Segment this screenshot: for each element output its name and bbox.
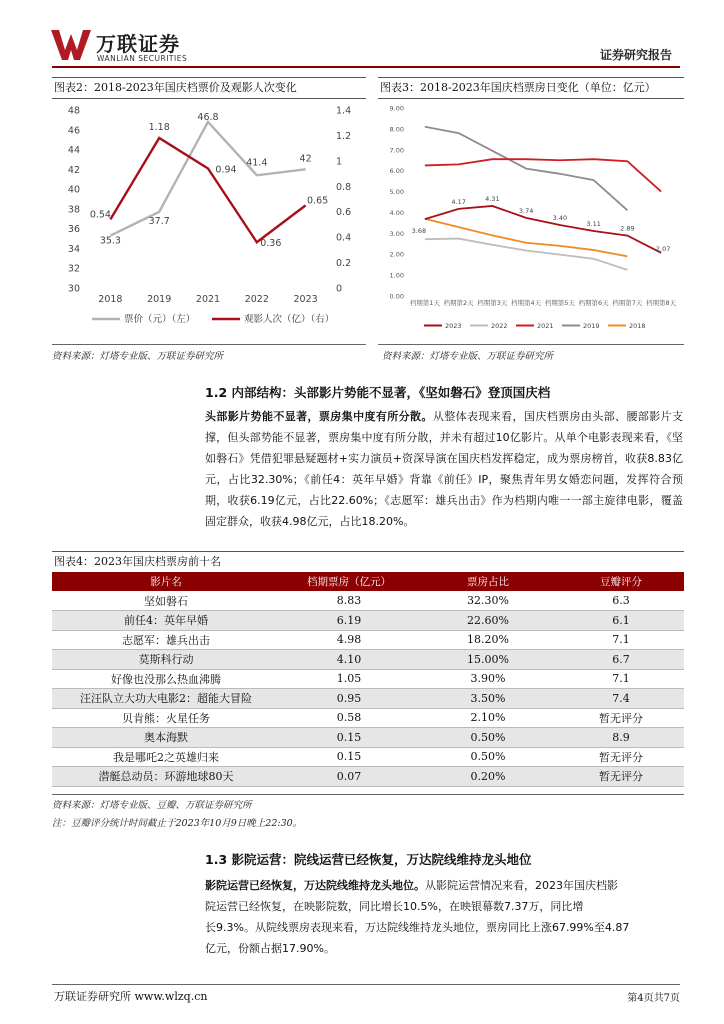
film-name-cell: 我是哪吒2之英雄归来 (52, 747, 280, 767)
x-tick-label: 档期第8天 (646, 299, 677, 307)
legend-label-2019: 2019 (583, 322, 600, 330)
y-left-tick-label: 30 (67, 283, 80, 295)
share-cell: 2.10% (418, 708, 558, 728)
y-tick-label: 5.00 (389, 188, 404, 197)
douban-score-cell: 8.9 (558, 728, 684, 748)
series-line-attendance (110, 138, 305, 242)
series-line-ticket-price (110, 122, 305, 236)
table-row (52, 591, 684, 611)
y-tick-label: 3.00 (389, 229, 404, 238)
film-name-cell: 贝肯熊：火星任务 (52, 708, 280, 728)
data-label: 0.54 (89, 209, 111, 221)
table-row (52, 650, 684, 670)
x-tick-label: 2021 (195, 294, 221, 305)
douban-score-cell: 7.1 (558, 669, 684, 689)
x-tick-label: 档期第5天 (544, 299, 575, 307)
y-right-tick-label: 0.4 (336, 232, 352, 244)
box-office-cell: 8.83 (280, 591, 418, 611)
footer-website: 万联证券研究所 www.wlzq.cn (54, 990, 208, 1003)
y-tick-label: 9.00 (389, 104, 404, 113)
film-name-cell: 奥本海默 (52, 728, 280, 748)
legend-label-attendance: 观影人次（亿）（右） (244, 314, 335, 325)
film-name-cell: 坚如磐石 (52, 591, 280, 611)
y-right-tick-label: 0 (336, 283, 343, 295)
header-divider (52, 66, 680, 68)
col-header-box-office: 档期票房（亿元） (280, 572, 418, 591)
x-tick-label: 档期第3天 (477, 299, 508, 307)
data-label: 35.3 (99, 235, 121, 247)
y-right-tick-label: 0.8 (336, 181, 352, 193)
col-header-share: 票房占比 (418, 572, 558, 591)
share-cell: 3.50% (418, 689, 558, 709)
x-tick-label: 2022 (244, 294, 269, 305)
y-left-tick-label: 48 (67, 105, 80, 117)
legend-label-2021: 2021 (537, 322, 554, 330)
x-tick-label: 档期第4天 (511, 299, 542, 307)
share-cell: 3.90% (418, 669, 558, 689)
box-office-table (52, 572, 684, 787)
brand-name-cn: 万联证券 (96, 32, 180, 56)
box-office-cell: 6.19 (280, 611, 418, 631)
y-tick-label: 4.00 (389, 208, 404, 217)
legend-label-2023: 2023 (445, 322, 462, 330)
data-label: 1.18 (148, 121, 170, 133)
data-label: 2.07 (655, 244, 671, 253)
section-1-3-lead: 影院运营已经恢复，万达院线维持龙头地位。 (205, 879, 425, 892)
wanlian-logo-icon (50, 26, 92, 62)
figure3-source-divider (378, 344, 684, 345)
y-right-tick-label: 1.4 (336, 105, 352, 117)
film-name-cell: 前任4：英年早婚 (52, 611, 280, 631)
page-number: 第4页共7页 (627, 993, 680, 1004)
douban-score-cell: 7.4 (558, 689, 684, 709)
data-label: 3.11 (586, 220, 601, 229)
table-row (52, 689, 684, 709)
film-name-cell: 志愿军：雄兵出击 (52, 630, 280, 650)
footer-divider (52, 984, 680, 985)
y-left-tick-label: 40 (67, 184, 80, 196)
section-1-3-title: 1.3 影院运营：院线运营已经恢复，万达院线维持龙头地位 (205, 852, 532, 867)
box-office-cell: 4.10 (280, 650, 418, 670)
data-label: 4.17 (451, 197, 466, 206)
data-label: 0.65 (307, 195, 329, 207)
x-tick-label: 2018 (98, 294, 123, 305)
y-right-tick-label: 1.2 (336, 130, 352, 142)
series-line-2021 (425, 159, 661, 191)
legend-label-2018: 2018 (629, 322, 646, 330)
share-cell: 18.20% (418, 630, 558, 650)
film-name-cell: 潜艇总动员：环游地球80天 (52, 767, 280, 787)
figure2-title: 图表2：2018-2023年国庆档票价及观影人次变化 (52, 77, 366, 99)
table-row (52, 611, 684, 631)
section-1-2-body: 从整体表现来看，国庆档票房由头部、腰部影片支撑，但头部势能不显著，票房集中度有所分散，并未有超过10亿影片。从单个电影表现来看，《坚如磐石》凭借犯罪悬疑题材+实力演员+资深导演在国庆档发挥稳定，成为票房榜首，收获8.83亿元，占比32.30%；《前任4：英年早婚》背靠《前任》IP，聚焦青年男女婚恋问题，发挥符合预期，收获6.19亿元，占比22.60%；《志愿军：雄兵出击》作为档期内唯一一部主旋律电影，覆盖固定群众，收获4.98亿元，占比18.20%。 (205, 410, 684, 528)
data-label: 4.31 (485, 194, 500, 203)
y-right-tick-label: 1 (336, 156, 343, 168)
x-tick-label: 2023 (293, 294, 318, 305)
section-1-3-line1 (205, 875, 683, 896)
section-1-2-lead: 头部影片势能不显著，票房集中度有所分散。 (205, 410, 433, 423)
section-1-2-paragraph (205, 406, 683, 532)
table-row (52, 767, 684, 787)
douban-score-cell: 暂无评分 (558, 767, 684, 787)
legend-label-2022: 2022 (491, 322, 508, 330)
table-source-divider (52, 794, 684, 795)
y-tick-label: 6.00 (389, 167, 404, 176)
box-office-cell: 0.58 (280, 708, 418, 728)
data-label: 2.89 (620, 224, 635, 233)
y-tick-label: 2.00 (389, 250, 404, 259)
y-left-tick-label: 38 (67, 204, 80, 216)
y-right-tick-label: 0.6 (336, 207, 352, 219)
table-row (52, 630, 684, 650)
section-1-3-line2: 院运营已经恢复，在映影院数，同比增长10.5%，在映银幕数7.37万，同比增 (205, 900, 584, 913)
table-row (52, 728, 684, 748)
douban-score-cell: 暂无评分 (558, 708, 684, 728)
y-tick-label: 1.00 (389, 271, 404, 280)
douban-score-cell: 6.1 (558, 611, 684, 631)
share-cell: 15.00% (418, 650, 558, 670)
share-cell: 0.50% (418, 747, 558, 767)
x-tick-label: 2019 (147, 294, 172, 305)
x-tick-label: 档期第2天 (443, 299, 474, 307)
film-name-cell: 莫斯科行动 (52, 650, 280, 670)
data-label: 37.7 (148, 215, 170, 227)
share-cell: 0.20% (418, 767, 558, 787)
data-label: 46.8 (197, 111, 219, 123)
data-label: 0.36 (260, 238, 282, 250)
section-1-3-paragraph (205, 875, 683, 959)
box-office-cell: 0.15 (280, 747, 418, 767)
data-label: 41.4 (246, 157, 268, 169)
y-right-tick-label: 0.2 (336, 258, 352, 270)
section-1-3-line4: 亿元，份额占据17.90%。 (205, 942, 335, 955)
page-header (0, 0, 724, 72)
figure2-chart (52, 100, 366, 336)
data-label: 3.74 (518, 206, 534, 215)
share-cell: 32.30% (418, 591, 558, 611)
film-name-cell: 汪汪队立大功大电影2：超能大冒险 (52, 689, 280, 709)
data-label: 3.40 (552, 213, 568, 222)
section-1-3-line1-rest: 从影院运营情况来看，2023年国庆档影 (425, 879, 618, 892)
douban-score-cell: 6.7 (558, 650, 684, 670)
y-tick-label: 7.00 (389, 146, 404, 155)
figure2-source-divider (52, 344, 366, 345)
figure2-source: 资料来源：灯塔专业版、万联证券研究所 (52, 351, 224, 362)
figure3-source: 资料来源：灯塔专业版、万联证券研究所 (382, 351, 554, 362)
y-tick-label: 8.00 (389, 125, 404, 134)
y-left-tick-label: 42 (67, 164, 80, 176)
share-cell: 0.50% (418, 728, 558, 748)
company-logo (50, 26, 200, 66)
table-header-row (52, 572, 684, 591)
x-tick-label: 档期第7天 (612, 299, 643, 307)
legend-label-ticket-price: 票价（元）（左） (124, 314, 196, 325)
table-row (52, 708, 684, 728)
figure3-chart (378, 100, 684, 336)
douban-score-cell: 7.1 (558, 630, 684, 650)
table-row (52, 747, 684, 767)
data-label: 42 (299, 153, 312, 165)
table-note: 注：豆瓣评分统计时间截止于2023年10月9日晚上22:30。 (52, 818, 303, 829)
data-label: 0.94 (215, 164, 237, 176)
table-row (52, 669, 684, 689)
col-header-douban: 豆瓣评分 (558, 572, 684, 591)
y-tick-label: 0.00 (389, 292, 404, 301)
douban-score-cell: 6.3 (558, 591, 684, 611)
film-name-cell: 好像也没那么热血沸腾 (52, 669, 280, 689)
section-1-3-line3: 长9.3%。从院线票房表现来看，万达院线维持龙头地位，票房同比上涨67.99%至4.87 (205, 921, 630, 934)
brand-name-en: WANLIAN SECURITIES (97, 54, 188, 63)
table-source: 资料来源：灯塔专业版、豆瓣、万联证券研究所 (52, 800, 252, 811)
report-type-label: 证券研究报告 (599, 48, 672, 62)
figure3-title: 图表3：2018-2023年国庆档票房日变化（单位：亿元） (378, 77, 684, 99)
share-cell: 22.60% (418, 611, 558, 631)
y-left-tick-label: 44 (67, 145, 80, 157)
douban-score-cell: 暂无评分 (558, 747, 684, 767)
y-left-tick-label: 34 (67, 243, 80, 255)
box-office-cell: 0.95 (280, 689, 418, 709)
box-office-cell: 1.05 (280, 669, 418, 689)
box-office-cell: 4.98 (280, 630, 418, 650)
box-office-cell: 0.15 (280, 728, 418, 748)
section-1-2-title: 1.2 内部结构：头部影片势能不显著，《坚如磐石》登顶国庆档 (205, 385, 551, 400)
y-left-tick-label: 36 (67, 224, 80, 236)
x-tick-label: 档期第6天 (578, 299, 609, 307)
data-label: 3.68 (411, 227, 427, 236)
col-header-film: 影片名 (52, 572, 280, 591)
x-tick-label: 档期第1天 (409, 299, 440, 307)
y-left-tick-label: 46 (67, 125, 80, 137)
y-left-tick-label: 32 (67, 263, 80, 275)
box-office-cell: 0.07 (280, 767, 418, 787)
table-title: 图表4：2023年国庆档票房前十名 (52, 551, 684, 573)
